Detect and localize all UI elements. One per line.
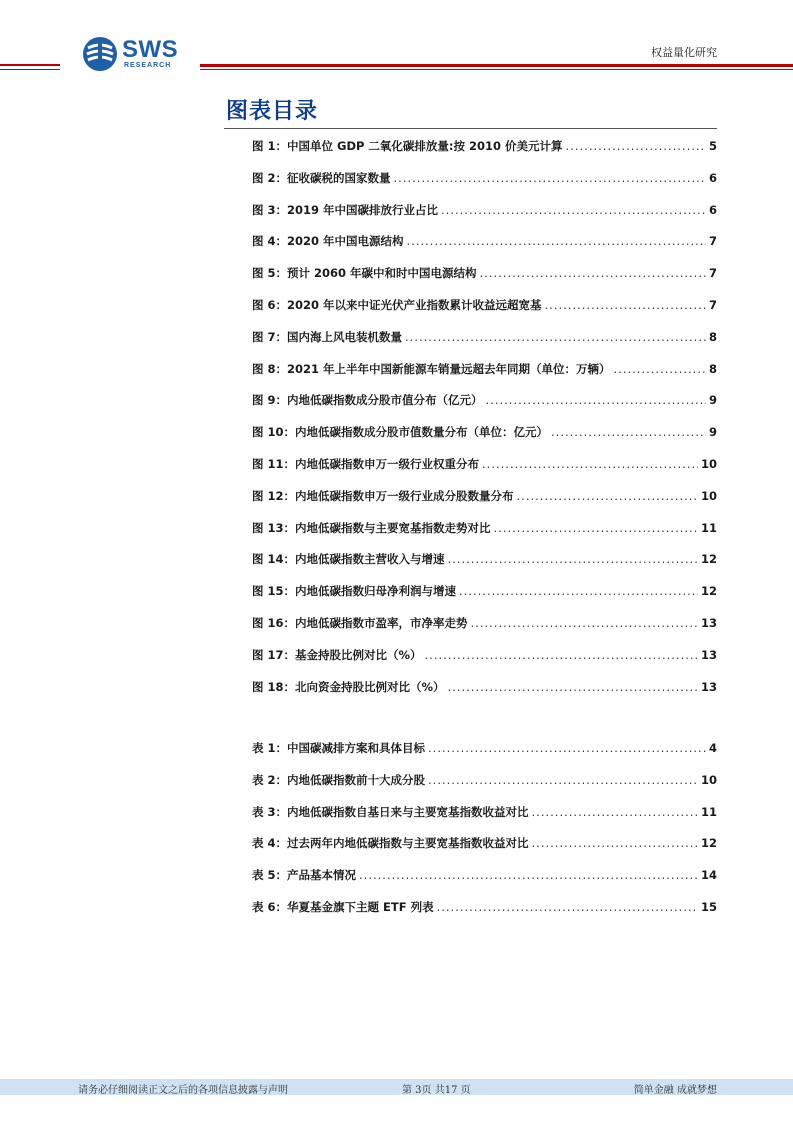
toc-leader-dots	[359, 868, 698, 882]
toc-entry-page: 8	[708, 361, 717, 376]
report-type: 权益量化研究	[651, 46, 717, 59]
toc-leader-dots	[428, 741, 706, 755]
toc-leader-dots	[428, 773, 698, 787]
toc-entry-page: 7	[708, 266, 717, 281]
toc-entry[interactable]	[252, 297, 717, 329]
toc-entry-label: 表 6：华夏基金旗下主题 ETF 列表	[252, 899, 434, 914]
toc-entry-page: 15	[700, 899, 717, 914]
toc-entry-page: 4	[708, 741, 717, 755]
toc-entry-label: 图 5：预计 2060 年碳中和时中国电源结构	[252, 266, 477, 281]
toc-entry-label: 表 2：内地低碳指数前十大成分股	[252, 772, 426, 787]
toc-entry-page: 6	[708, 202, 717, 217]
header-rule-left	[0, 64, 60, 70]
footer-slogan: 简单金融 成就梦想	[633, 1085, 717, 1096]
toc-leader-dots	[482, 457, 698, 471]
toc-entry-page: 13	[700, 647, 717, 662]
toc-entry-page: 13	[700, 615, 717, 630]
toc-leader-dots	[494, 521, 698, 535]
toc-entry[interactable]	[252, 138, 717, 170]
toc-entry-label: 表 5：产品基本情况	[252, 868, 357, 883]
toc-entry[interactable]	[252, 424, 717, 456]
toc-entry-page: 12	[700, 836, 717, 851]
toc-entry-label: 表 1：中国碳减排方案和具体目标	[252, 741, 426, 755]
toc-leader-dots	[441, 203, 706, 217]
toc-entry[interactable]	[252, 867, 717, 899]
toc-entry-page: 9	[708, 425, 717, 440]
toc-entry-page: 6	[708, 170, 717, 185]
toc-entry-label: 图 6：2020 年以来中证光伏产业指数累计收益远超宽基	[252, 297, 542, 312]
toc-entry-page: 10	[700, 488, 717, 503]
figure-list	[252, 138, 717, 710]
toc-entry[interactable]	[252, 233, 717, 265]
toc-entry[interactable]	[252, 583, 717, 615]
toc-entry-page: 14	[700, 868, 717, 883]
toc-entry-label: 图 13：内地低碳指数与主要宽基指数走势对比	[252, 520, 491, 535]
toc-entry-label: 图 4：2020 年中国电源结构	[252, 234, 404, 249]
toc-entry[interactable]	[252, 392, 717, 424]
logo-subtext: RESEARCH	[124, 62, 172, 69]
toc-entry-label: 图 8：2021 年上半年中国新能源车销量远超去年同期（单位：万辆）	[252, 361, 611, 376]
toc-entry[interactable]	[252, 835, 717, 867]
toc-leader-dots	[614, 362, 706, 376]
toc-entry[interactable]	[252, 804, 717, 836]
toc-entry[interactable]	[252, 772, 717, 804]
toc-entry[interactable]	[252, 361, 717, 393]
toc-leader-dots	[480, 266, 706, 280]
table-list	[252, 740, 717, 931]
toc-entry[interactable]	[252, 265, 717, 297]
toc-leader-dots	[566, 139, 706, 153]
toc-leader-dots	[471, 616, 698, 630]
toc-entry-label: 图 10：内地低碳指数成分股市值数量分布（单位：亿元）	[252, 425, 549, 440]
toc-entry-label: 图 7：国内海上风电装机数量	[252, 329, 403, 344]
toc-leader-dots	[459, 584, 698, 598]
toc-entry-page: 12	[700, 552, 717, 567]
toc-entry-page: 11	[700, 520, 717, 535]
toc-entry[interactable]	[252, 740, 717, 772]
toc-entry-page: 9	[708, 393, 717, 408]
toc-leader-dots	[545, 298, 706, 312]
toc-entry[interactable]	[252, 899, 717, 931]
toc-entry-page: 10	[700, 772, 717, 787]
toc-entry-label: 图 14：内地低碳指数主营收入与增速	[252, 552, 445, 567]
toc-entry-label: 图 11：内地低碳指数申万一级行业权重分布	[252, 456, 480, 471]
toc-entry-page: 11	[700, 804, 717, 819]
toc-entry-page: 7	[708, 297, 717, 312]
toc-entry-page: 10	[700, 456, 717, 471]
toc-entry-page: 7	[708, 234, 717, 249]
title-divider	[224, 128, 717, 129]
toc-entry-label: 图 12：内地低碳指数申万一级行业成分股数量分布	[252, 488, 514, 503]
toc-entry-label: 图 2：征收碳税的国家数量	[252, 170, 391, 185]
toc-entry-label: 表 3：内地低碳指数自基日来与主要宽基指数收益对比	[252, 804, 529, 819]
toc-entry[interactable]	[252, 202, 717, 234]
toc-leader-dots	[448, 552, 698, 566]
logo-text: SWS	[122, 36, 179, 63]
toc-entry-label: 图 3：2019 年中国碳排放行业占比	[252, 202, 439, 217]
toc-entry-label: 表 4：过去两年内地低碳指数与主要宽基指数收益对比	[252, 836, 529, 851]
toc-entry[interactable]	[252, 647, 717, 679]
company-logo	[82, 36, 192, 72]
header-rule-right	[200, 64, 793, 70]
toc-leader-dots	[437, 900, 698, 914]
toc-entry-page: 5	[708, 139, 717, 153]
toc-leader-dots	[407, 234, 706, 248]
toc-entry[interactable]	[252, 520, 717, 552]
toc-entry-label: 图 16：内地低碳指数市盈率，市净率走势	[252, 615, 468, 630]
toc-leader-dots	[486, 393, 706, 407]
toc-leader-dots	[532, 805, 698, 819]
toc-entry[interactable]	[252, 329, 717, 361]
toc-entry-label: 图 15：内地低碳指数归母净利润与增速	[252, 584, 457, 599]
toc-entry-label: 图 18：北向资金持股比例对比（%）	[252, 679, 445, 694]
toc-entry-label: 图 17：基金持股比例对比（%）	[252, 647, 422, 662]
toc-entry-page: 13	[700, 679, 717, 694]
toc-leader-dots	[517, 489, 698, 503]
toc-entry[interactable]	[252, 170, 717, 202]
toc-leader-dots	[425, 648, 698, 662]
toc-entry-label: 图 1：中国单位 GDP 二氧化碳排放量:按 2010 价美元计算	[252, 139, 563, 153]
toc-leader-dots	[551, 425, 706, 439]
toc-entry[interactable]	[252, 488, 717, 520]
sws-logo-icon	[82, 36, 118, 72]
toc-entry[interactable]	[252, 456, 717, 488]
toc-leader-dots	[394, 171, 706, 185]
toc-entry[interactable]	[252, 551, 717, 583]
toc-leader-dots	[532, 836, 698, 850]
page-number: 第 3页 共17 页	[402, 1085, 471, 1096]
toc-entry[interactable]	[252, 615, 717, 647]
toc-leader-dots	[448, 680, 698, 694]
toc-leader-dots	[405, 330, 706, 344]
page-title: 图表目录	[226, 99, 319, 124]
footer-disclaimer: 请务必仔细阅读正文之后的各项信息披露与声明	[78, 1085, 288, 1096]
toc-entry-page: 8	[708, 329, 717, 344]
toc-entry-page: 12	[700, 584, 717, 599]
toc-entry[interactable]	[252, 679, 717, 711]
toc-entry-label: 图 9：内地低碳指数成分股市值分布（亿元）	[252, 393, 483, 408]
